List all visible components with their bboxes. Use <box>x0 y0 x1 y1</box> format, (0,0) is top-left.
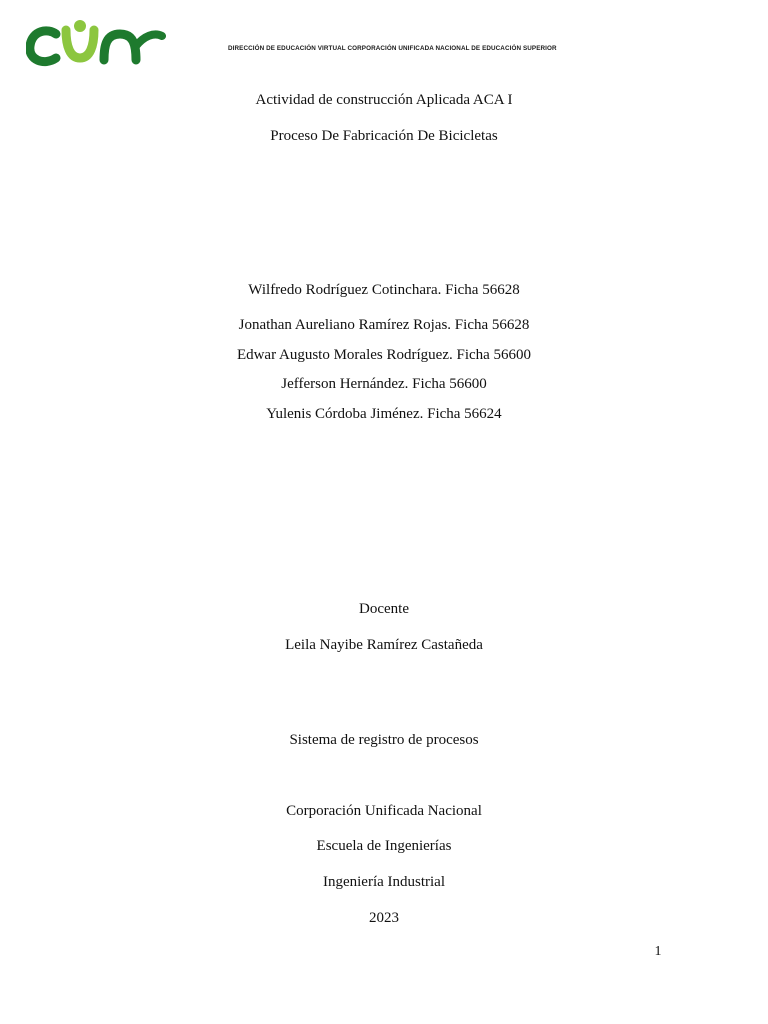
author-3: Edwar Augusto Morales Rodríguez. Ficha 56600 <box>236 347 532 363</box>
subject-title: Proceso De Fabricación De Bicicletas <box>270 128 498 144</box>
course-name: Sistema de registro de procesos <box>289 732 479 748</box>
header-institution-line: DIRECCIÓN DE EDUCACIÓN VIRTUAL CORPORACIÓN UNIFICADA NACIONAL DE EDUCACIÓN SUPERIOR <box>228 45 557 52</box>
cun-logo-mark <box>26 16 166 70</box>
activity-title: Actividad de construcción Aplicada ACA I <box>255 92 513 108</box>
author-5: Yulenis Córdoba Jiménez. Ficha 56624 <box>266 406 502 422</box>
teacher-name: Leila Nayibe Ramírez Castañeda <box>285 637 483 653</box>
author-2: Jonathan Aureliano Ramírez Rojas. Ficha 56628 <box>238 317 530 333</box>
teacher-label: Docente <box>359 601 409 617</box>
author-4: Jefferson Hernández. Ficha 56600 <box>281 376 487 392</box>
page-number: 1 <box>654 944 662 959</box>
program-name: Ingeniería Industrial <box>322 874 446 890</box>
institution-name: Corporación Unificada Nacional <box>286 803 482 819</box>
school-name: Escuela de Ingenierías <box>316 838 452 854</box>
author-1: Wilfredo Rodríguez Cotinchara. Ficha 56628 <box>248 282 520 298</box>
year: 2023 <box>369 910 399 926</box>
cun-logo <box>26 16 166 70</box>
